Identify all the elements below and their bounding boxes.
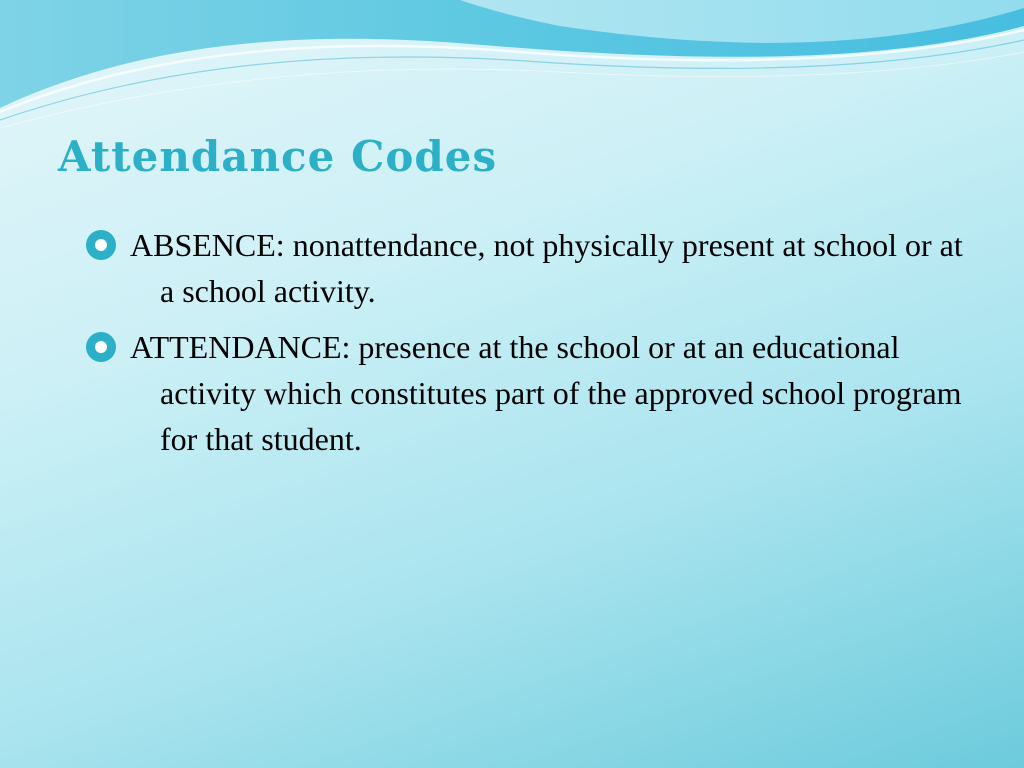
header-wave-decoration xyxy=(0,0,1024,140)
bullet-item-absence xyxy=(84,222,984,314)
bullet-text: ATTENDANCE: presence at the school or at an educational activity which constitutes part of the approved school program for that student. xyxy=(130,329,962,457)
slide-title: Attendance Codes xyxy=(58,132,498,181)
ring-bullet-icon xyxy=(84,330,118,364)
bullet-text: ABSENCE: nonattendance, not physically present at school or at a school activity. xyxy=(130,227,963,309)
bullet-item-attendance xyxy=(84,324,984,462)
ring-bullet-icon xyxy=(84,228,118,262)
bullet-list xyxy=(84,222,984,472)
